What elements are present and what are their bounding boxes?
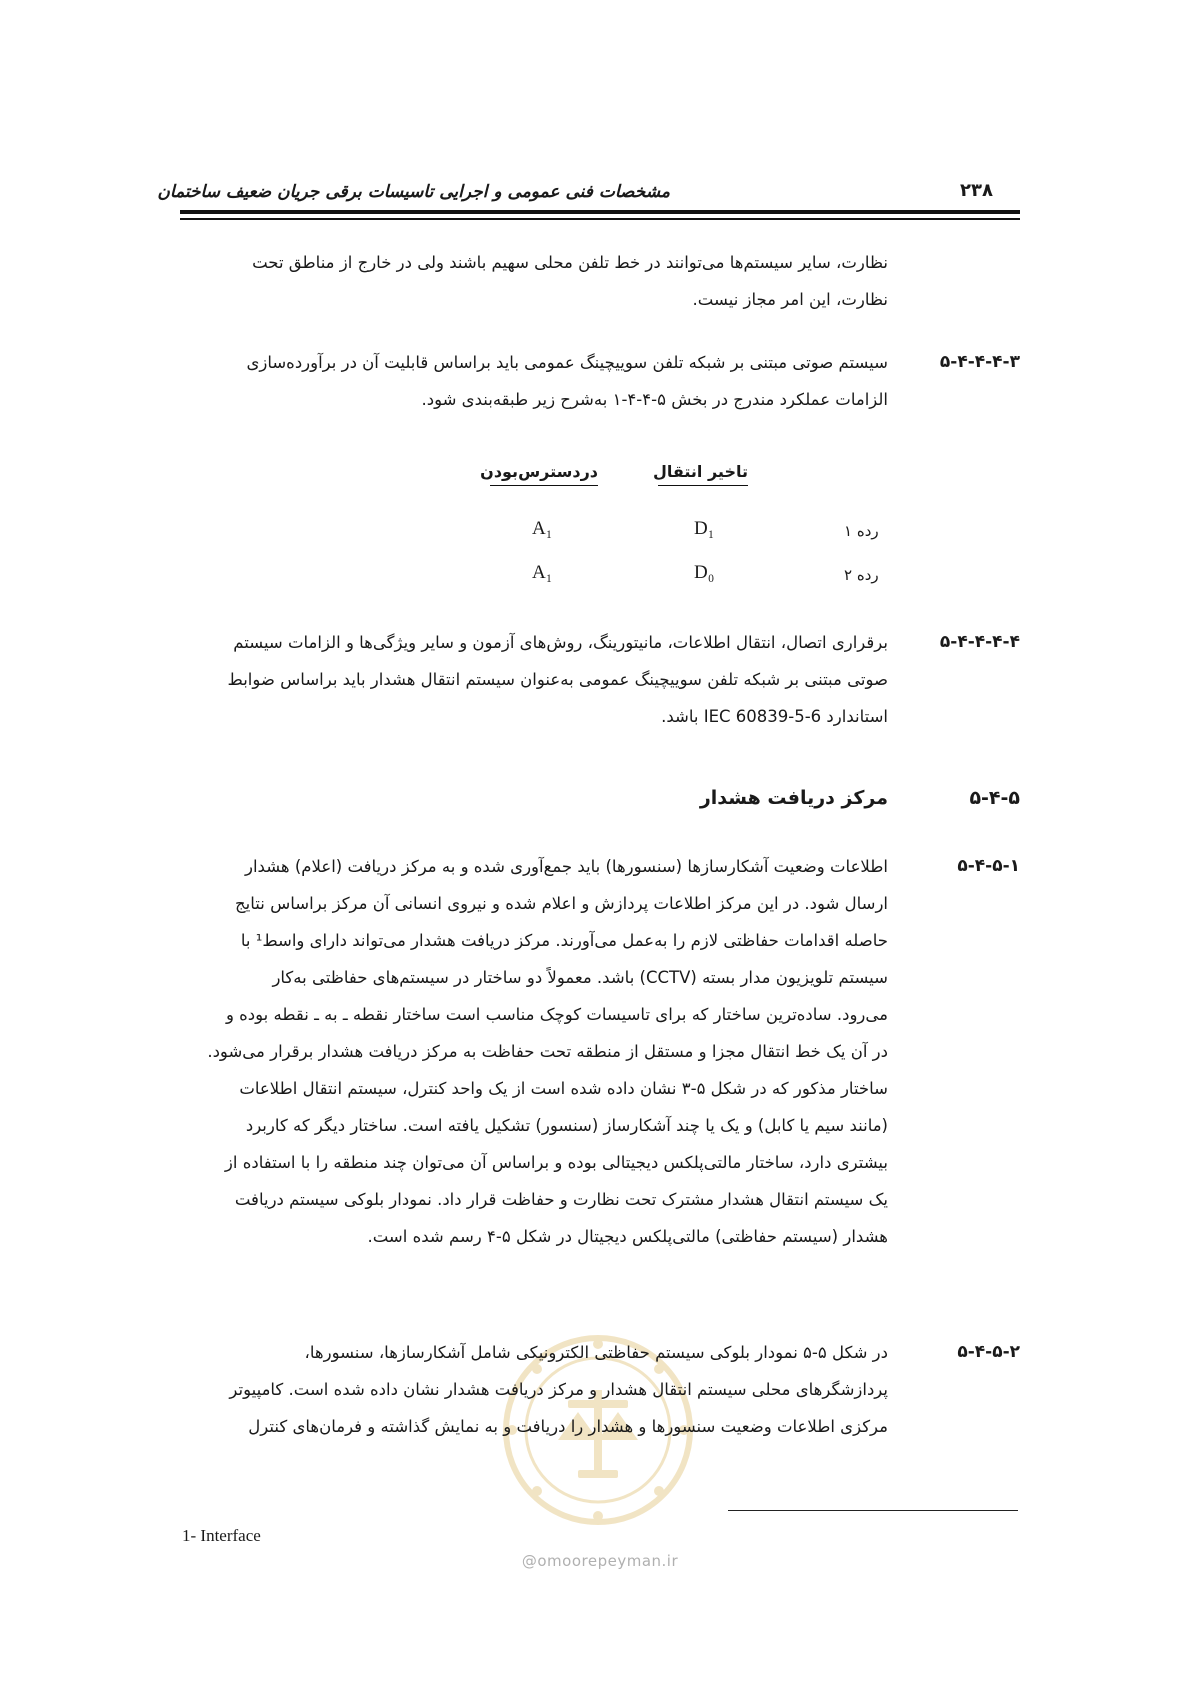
section-heading: مرکز دریافت هشدار (699, 787, 888, 809)
text-line: برقراری اتصال، انتقال اطلاعات، مانیتورینگ، روش‌های آزمون و سایر ویژگی‌ها و الزامات سیستم (233, 633, 888, 652)
text-line: استاندارد IEC 60839-5-6 باشد. (661, 707, 888, 726)
table-row-label: رده ۱ (844, 522, 879, 540)
table-header-delay: تاخیر انتقال (658, 462, 748, 486)
text-line: پردازشگرهای محلی سیستم انتقال هشدار و مرکز دریافت هشدار نشان داده شده است. کامپیوتر (229, 1380, 888, 1399)
header-rule-thin (180, 218, 1020, 220)
text-line: سیستم تلویزیون مدار بسته (CCTV) باشد. معمولاً دو ساختار در سیستم‌های حفاظتی به‌کار (272, 968, 888, 987)
section-paragraph (180, 344, 888, 418)
section-number: ۵-۴-۴-۴-۳ (939, 352, 1020, 372)
text-line: حاصله اقدامات حفاظتی لازم را به‌عمل می‌آورند. مرکز دریافت هشدار می‌تواند دارای واسط¹ با (240, 931, 888, 950)
footnote-rule (728, 1510, 1018, 1511)
text-line: در آن یک خط انتقال مجزا و مستقل از منطقه تحت حفاظت به مرکز دریافت هشدار برقرار می‌شود. (207, 1042, 888, 1061)
table-header-availability: دردسترس‌بودن (490, 462, 598, 486)
text-line: سیستم صوتی مبتنی بر شبکه تلفن سوییچینگ عمومی باید براساس قابلیت آن در برآورده‌سازی (246, 353, 888, 372)
text-line: ارسال شود. در این مرکز اطلاعات پردازش و اعلام شده و نیروی انسانی آن مرکز براساس نتایج (234, 894, 888, 913)
watermark-url: @omoorepeyman.ir (521, 1552, 679, 1570)
table-cell-delay: D₁ (694, 518, 715, 539)
header-rule-thick (180, 210, 1020, 214)
text-line: در شکل ۵-۵ نمودار بلوکی سیستم حفاظتی الکترونیکی شامل آشکارسازها، سنسورها، (304, 1343, 888, 1362)
section-number: ۵-۴-۵-۲ (957, 1342, 1020, 1362)
text-line: اطلاعات وضعیت آشکارسازها (سنسورها) باید جمع‌آوری شده و به مرکز دریافت (اعلام) هشدار (244, 857, 888, 876)
text-line: الزامات عملکرد مندرج در بخش ۵-۴-۴-۱ به‌شرح زیر طبقه‌بندی شود. (421, 390, 888, 409)
text-line: نظارت، سایر سیستم‌ها می‌توانند در خط تلفن محلی سهیم باشند ولی در خارج از مناطق تحت (252, 253, 888, 272)
text-line: نظارت، این امر مجاز نیست. (692, 290, 888, 309)
running-header-title: مشخصات فنی عمومی و اجرایی تاسیسات برقی جریان ضعیف ساختمان (157, 182, 670, 202)
text-line: می‌رود. ساده‌ترین ساختار که برای تاسیسات کوچک مناسب است ساختار نقطه ـ به ـ نقطه بوده و (225, 1005, 888, 1024)
text-line: یک سیستم انتقال هشدار مشترک تحت نظارت و حفاظت قرار داد. نمودار بلوکی سیستم دریافت (234, 1190, 888, 1209)
text-line: مرکزی اطلاعات وضعیت سنسورها و هشدار را دریافت و به نمایش گذاشته و فرمان‌های کنترل (248, 1417, 888, 1436)
footnote: 1- Interface (182, 1526, 261, 1545)
section-paragraph (180, 624, 888, 735)
page-number: ۲۳۸ (960, 180, 993, 201)
text-line: (مانند سیم یا کابل) و یک یا چند آشکارساز (سنسور) تشکیل یافته است. ساختار دیگر که کاربرد (245, 1116, 888, 1135)
text-line: بیشتری دارد، ساختار مالتی‌پلکس دیجیتالی بوده و براساس آن می‌توان چند منطقه را با استفاده از (224, 1153, 888, 1172)
section-paragraph (180, 848, 888, 1255)
section-number: ۵-۴-۴-۴-۴ (939, 632, 1020, 652)
heading-number: ۵-۴-۵ (969, 787, 1020, 809)
text-line: صوتی مبتنی بر شبکه تلفن سوییچینگ عمومی به‌عنوان سیستم انتقال هشدار باید براساس ضوابط (227, 670, 888, 689)
section-paragraph (180, 1334, 888, 1445)
table-cell-availability: A₁ (532, 518, 553, 539)
table-row-label: رده ۲ (844, 566, 879, 584)
text-line: ساختار مذکور که در شکل ۵-۳ نشان داده شده است از یک واحد کنترل، سیستم انتقال اطلاعات (239, 1079, 888, 1098)
table-cell-delay: D₀ (694, 562, 715, 583)
table-cell-availability: A₁ (532, 562, 553, 583)
intro-paragraph (180, 244, 888, 318)
text-line: هشدار (سیستم حفاظتی) مالتی‌پلکس دیجیتال در شکل ۵-۴ رسم شده است. (367, 1227, 888, 1246)
section-number: ۵-۴-۵-۱ (957, 856, 1020, 876)
